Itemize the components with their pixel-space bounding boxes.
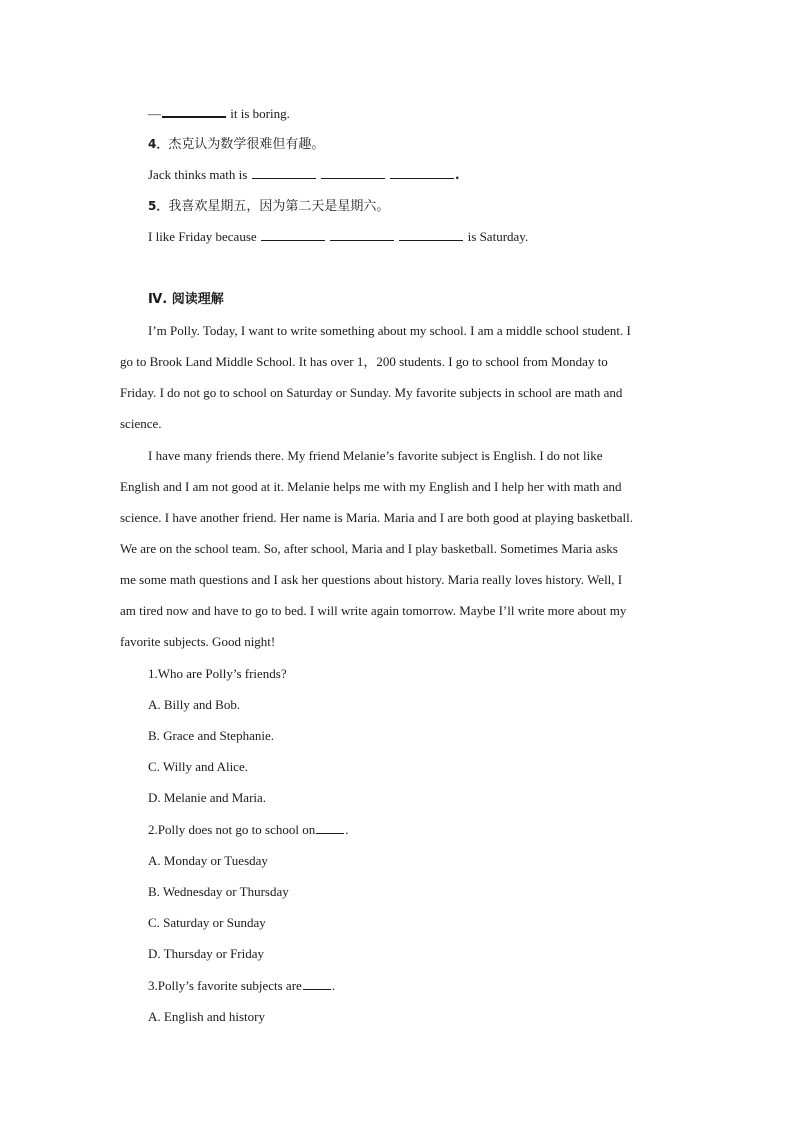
period: . (455, 168, 460, 182)
passage-line: science. I have another friend. Her name is Maria. Maria and I are both good at playing basketball. (120, 510, 633, 525)
blank[interactable] (162, 105, 226, 118)
stem-suffix: . (331, 978, 336, 993)
blank[interactable] (303, 978, 331, 990)
text: is Saturday. (467, 229, 529, 244)
passage-line: am tired now and have to go to bed. I will write again tomorrow. Maybe I’ll write more about my (120, 603, 627, 618)
option-b[interactable]: B. Wednesday or Thursday (148, 884, 289, 899)
question-5-chinese (148, 198, 389, 215)
question-number: 5． (148, 199, 169, 213)
chinese-sentence: 杰克认为数学很难但有趣。 (168, 137, 325, 152)
stem-text: 2.Polly does not go to school on (148, 822, 316, 837)
question-5-english (148, 229, 528, 245)
blank[interactable] (399, 229, 463, 241)
passage-line: favorite subjects. Good night! (120, 634, 276, 649)
option-d[interactable]: D. Melanie and Maria. (148, 790, 267, 805)
passage-line: I have many friends there. My friend Melanie’s favorite subject is English. I do not like (148, 448, 603, 463)
option-a[interactable]: A. Billy and Bob. (148, 697, 241, 712)
stem-text: 3.Polly’s favorite subjects are (148, 978, 302, 993)
passage-line: I’m Polly. Today, I want to write something about my school. I am a middle school student. I (148, 323, 631, 338)
question-4-english (148, 167, 460, 183)
chinese-sentence: 我喜欢星期五，因为第二天是星期六。 (168, 199, 390, 214)
text: I like Friday because (148, 229, 257, 244)
dash: — (148, 106, 161, 121)
text: it is boring. (230, 106, 290, 121)
passage-line: English and I am not good at it. Melanie helps me with my English and I help her with math and (120, 479, 622, 494)
question-stem: 1.Who are Polly’s friends? (148, 666, 287, 681)
question-4-chinese (148, 136, 324, 153)
passage-line: go to Brook Land Middle School. It has over 1，200 students. I go to school from Monday to (120, 354, 608, 369)
blank[interactable] (316, 822, 344, 834)
blank[interactable] (330, 229, 394, 241)
passage-line: Friday. I do not go to school on Saturday or Sunday. My favorite subjects in school are math and (120, 385, 623, 400)
stem-suffix: . (345, 822, 349, 837)
option-c[interactable]: C. Saturday or Sunday (148, 915, 266, 930)
blank[interactable] (261, 229, 325, 241)
blank[interactable] (390, 167, 454, 179)
passage-line: science. (120, 416, 162, 431)
option-b[interactable]: B. Grace and Stephanie. (148, 728, 274, 743)
text: Jack thinks math is (148, 167, 248, 182)
section-title: Ⅳ. 阅读理解 (148, 292, 224, 307)
option-d[interactable]: D. Thursday or Friday (148, 946, 265, 961)
question-stem (148, 978, 335, 994)
option-c[interactable]: C. Willy and Alice. (148, 759, 248, 774)
option-a[interactable]: A. English and history (148, 1009, 265, 1024)
blank[interactable] (252, 167, 316, 179)
question-number: 4． (148, 137, 169, 151)
option-a[interactable]: A. Monday or Tuesday (148, 853, 268, 868)
passage-line: me some math questions and I ask her questions about history. Maria really loves history. Well, I (120, 572, 623, 587)
answer-line-3 (148, 105, 290, 122)
blank[interactable] (321, 167, 385, 179)
passage-line: We are on the school team. So, after school, Maria and I play basketball. Sometimes Maria asks (120, 541, 618, 556)
question-stem (148, 822, 348, 838)
